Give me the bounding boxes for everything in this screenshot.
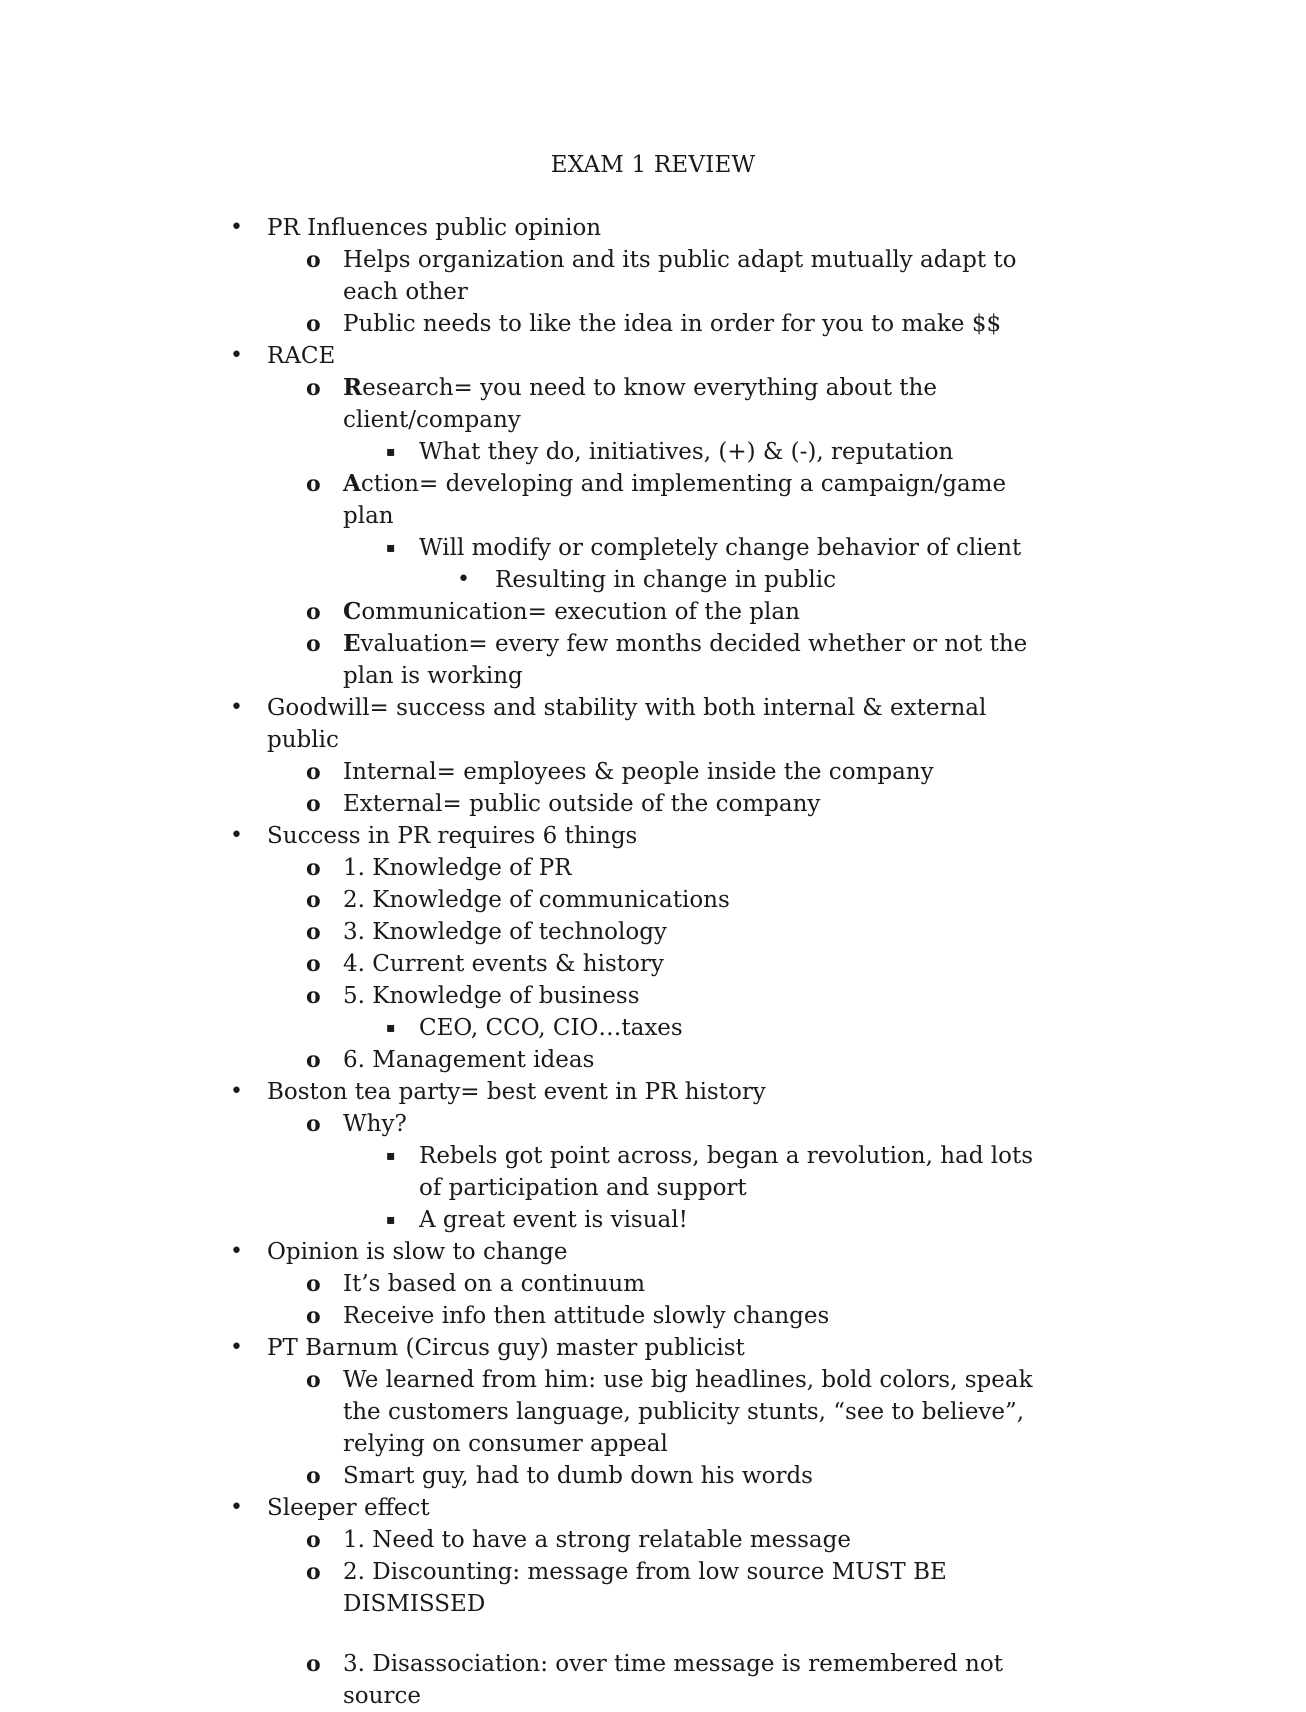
- list-item: [0, 1556, 1306, 1620]
- bullet-circle-icon: o: [306, 1111, 321, 1137]
- list-item: [0, 1076, 1306, 1108]
- list-item-body: CEO, CCO, CIO…taxes: [419, 1015, 683, 1041]
- list-item-body: Goodwill= success and stability with both internal & external public: [267, 695, 987, 753]
- bullet-circle-icon: o: [306, 247, 321, 273]
- list-item: [0, 628, 1306, 692]
- list-item-body: External= public outside of the company: [343, 791, 821, 817]
- list-item-body: 5. Knowledge of business: [343, 983, 640, 1009]
- bullet-dot-icon: •: [230, 215, 243, 240]
- list-item-text: [267, 1492, 1047, 1524]
- bullet-circle-icon: o: [306, 311, 321, 337]
- list-item-body: 2. Discounting: message from low source MUST BE DISMISSED: [343, 1559, 947, 1617]
- list-item: [0, 340, 1306, 372]
- list-item: [0, 692, 1306, 756]
- list-item-text: [267, 1236, 1047, 1268]
- list-item-body: Why?: [343, 1111, 407, 1137]
- list-item-body: It’s based on a continuum: [343, 1271, 646, 1297]
- list-item: [0, 884, 1306, 916]
- list-item: [0, 596, 1306, 628]
- list-item: [0, 532, 1306, 564]
- list-item: [0, 564, 1306, 596]
- list-item-text: [267, 692, 1047, 756]
- list-item-text: [495, 564, 1055, 596]
- bullet-circle-icon: o: [306, 1047, 321, 1073]
- bullet-circle-icon: o: [306, 631, 321, 657]
- bullet-circle-icon: o: [306, 375, 321, 401]
- list-item-body: What they do, initiatives, (+) & (-), reputation: [419, 439, 954, 465]
- bullet-circle-icon: o: [306, 855, 321, 881]
- list-item-text: [267, 340, 1047, 372]
- list-item-body: PR Influences public opinion: [267, 215, 602, 241]
- list-item-body: Sleeper effect: [267, 1495, 430, 1521]
- list-item-body: esearch= you need to know everything about the client/company: [343, 375, 937, 433]
- list-item-body: 1. Need to have a strong relatable message: [343, 1527, 851, 1553]
- list-item-text: [343, 884, 1063, 916]
- list-item-body: Internal= employees & people inside the company: [343, 759, 934, 785]
- list-item-text: [343, 1556, 1063, 1620]
- list-item-body: Opinion is slow to change: [267, 1239, 568, 1265]
- list-item: [0, 468, 1306, 532]
- list-item: [0, 1524, 1306, 1556]
- list-item: [0, 308, 1306, 340]
- list-item-text: [343, 372, 1063, 436]
- list-item: [0, 1204, 1306, 1236]
- list-item-text: [343, 1300, 1063, 1332]
- bullet-circle-icon: o: [306, 1527, 321, 1553]
- list-item-body: We learned from him: use big headlines, bold colors, speak the customers language, publicity stunts, “see to believe”, relying on consumer appeal: [343, 1367, 1033, 1457]
- bullet-square-icon: ▪: [386, 540, 396, 556]
- list-item-text: [343, 1648, 1063, 1712]
- list-item-body: 1. Knowledge of PR: [343, 855, 572, 881]
- list-item-text: [267, 212, 1047, 244]
- list-item-text: [419, 436, 1039, 468]
- list-item-text: [267, 820, 1047, 852]
- list-item-text: [343, 916, 1063, 948]
- bullet-circle-icon: o: [306, 1271, 321, 1297]
- bullet-dot-icon: •: [230, 1239, 243, 1264]
- bullet-circle-icon: o: [306, 759, 321, 785]
- bullet-circle-icon: o: [306, 791, 321, 817]
- list-item-body: 3. Disassociation: over time message is remembered not source: [343, 1651, 1003, 1709]
- bullet-dot-icon: •: [230, 823, 243, 848]
- list-item-text: [343, 852, 1063, 884]
- list-item: [0, 1012, 1306, 1044]
- list-item-body: 4. Current events & history: [343, 951, 664, 977]
- list-item-text: [267, 1332, 1047, 1364]
- list-item: [0, 1332, 1306, 1364]
- list-item: [0, 820, 1306, 852]
- list-item-text: [343, 1108, 1063, 1140]
- list-item: [0, 436, 1306, 468]
- bullet-dot-icon: •: [230, 343, 243, 368]
- list-item-text: [343, 1268, 1063, 1300]
- list-item: [0, 948, 1306, 980]
- bullet-square-icon: ▪: [386, 1212, 396, 1228]
- bullet-circle-icon: o: [306, 1559, 321, 1585]
- list-item-text: [343, 596, 1063, 628]
- bullet-circle-icon: o: [306, 887, 321, 913]
- bullet-dot-icon: •: [457, 567, 470, 592]
- outline-list: [0, 212, 1306, 1712]
- bullet-circle-icon: o: [306, 1651, 321, 1677]
- list-item-lead-letter: R: [343, 374, 363, 401]
- list-item: [0, 1108, 1306, 1140]
- bullet-dot-icon: •: [230, 1495, 243, 1520]
- list-item-text: [343, 756, 1063, 788]
- list-item-body: valuation= every few months decided whether or not the plan is working: [343, 631, 1028, 689]
- list-item-body: Will modify or completely change behavior of client: [419, 535, 1022, 561]
- page-title: EXAM 1 REVIEW: [550, 152, 756, 178]
- list-item-body: Helps organization and its public adapt mutually adapt to each other: [343, 247, 1017, 305]
- list-item-lead-letter: E: [343, 630, 361, 657]
- bullet-dot-icon: •: [230, 1335, 243, 1360]
- list-item-text: [343, 628, 1063, 692]
- list-item-text: [419, 1204, 1039, 1236]
- list-item: [0, 1460, 1306, 1492]
- bullet-dot-icon: •: [230, 695, 243, 720]
- list-item-body: ction= developing and implementing a campaign/game plan: [343, 471, 1007, 529]
- bullet-circle-icon: o: [306, 1463, 321, 1489]
- bullet-square-icon: ▪: [386, 1020, 396, 1036]
- list-item-body: A great event is visual!: [419, 1207, 688, 1233]
- list-item: [0, 756, 1306, 788]
- list-item-text: [343, 1044, 1063, 1076]
- list-item: [0, 852, 1306, 884]
- bullet-circle-icon: o: [306, 919, 321, 945]
- list-item: [0, 1300, 1306, 1332]
- list-item: [0, 212, 1306, 244]
- list-item: [0, 1140, 1306, 1204]
- list-item-body: Boston tea party= best event in PR history: [267, 1079, 766, 1105]
- bullet-square-icon: ▪: [386, 1148, 396, 1164]
- list-item-lead-letter: C: [343, 598, 362, 625]
- list-item-body: Smart guy, had to dumb down his words: [343, 1463, 813, 1489]
- bullet-circle-icon: o: [306, 1303, 321, 1329]
- list-item: [0, 1648, 1306, 1712]
- list-item-body: Resulting in change in public: [495, 567, 837, 593]
- list-item-text: [419, 1140, 1039, 1204]
- list-item-text: [343, 948, 1063, 980]
- list-item-text: [343, 980, 1063, 1012]
- list-item: [0, 1268, 1306, 1300]
- list-item: [0, 1236, 1306, 1268]
- list-item-lead-letter: A: [343, 470, 361, 497]
- list-item-body: Receive info then attitude slowly changes: [343, 1303, 830, 1329]
- bullet-square-icon: ▪: [386, 444, 396, 460]
- bullet-circle-icon: o: [306, 471, 321, 497]
- list-item-body: PT Barnum (Circus guy) master publicist: [267, 1335, 745, 1361]
- bullet-circle-icon: o: [306, 983, 321, 1009]
- bullet-circle-icon: o: [306, 599, 321, 625]
- list-item-body: RACE: [267, 343, 336, 369]
- bullet-dot-icon: •: [230, 1079, 243, 1104]
- list-item-text: [343, 788, 1063, 820]
- list-item-text: [419, 532, 1039, 564]
- bullet-circle-icon: o: [306, 1367, 321, 1393]
- list-item-body: Public needs to like the idea in order for you to make $$: [343, 311, 1002, 337]
- list-item-text: [343, 1524, 1063, 1556]
- spacer: [0, 1620, 1306, 1648]
- list-item-body: 3. Knowledge of technology: [343, 919, 667, 945]
- list-item-body: 2. Knowledge of communications: [343, 887, 730, 913]
- list-item-text: [267, 1076, 1047, 1108]
- list-item-body: Success in PR requires 6 things: [267, 823, 638, 849]
- list-item: [0, 244, 1306, 308]
- bullet-circle-icon: o: [306, 951, 321, 977]
- list-item-text: [343, 1460, 1063, 1492]
- list-item: [0, 372, 1306, 436]
- list-item: [0, 788, 1306, 820]
- list-item-body: Rebels got point across, began a revolution, had lots of participation and support: [419, 1143, 1034, 1201]
- list-item-text: [343, 468, 1063, 532]
- list-item-text: [343, 308, 1063, 340]
- list-item: [0, 980, 1306, 1012]
- list-item: [0, 1044, 1306, 1076]
- list-item: [0, 916, 1306, 948]
- list-item-body: ommunication= execution of the plan: [361, 599, 800, 625]
- list-item: [0, 1492, 1306, 1524]
- list-item-body: 6. Management ideas: [343, 1047, 595, 1073]
- list-item: [0, 1364, 1306, 1460]
- list-item-text: [343, 1364, 1063, 1460]
- list-item-text: [343, 244, 1063, 308]
- list-item-text: [419, 1012, 1039, 1044]
